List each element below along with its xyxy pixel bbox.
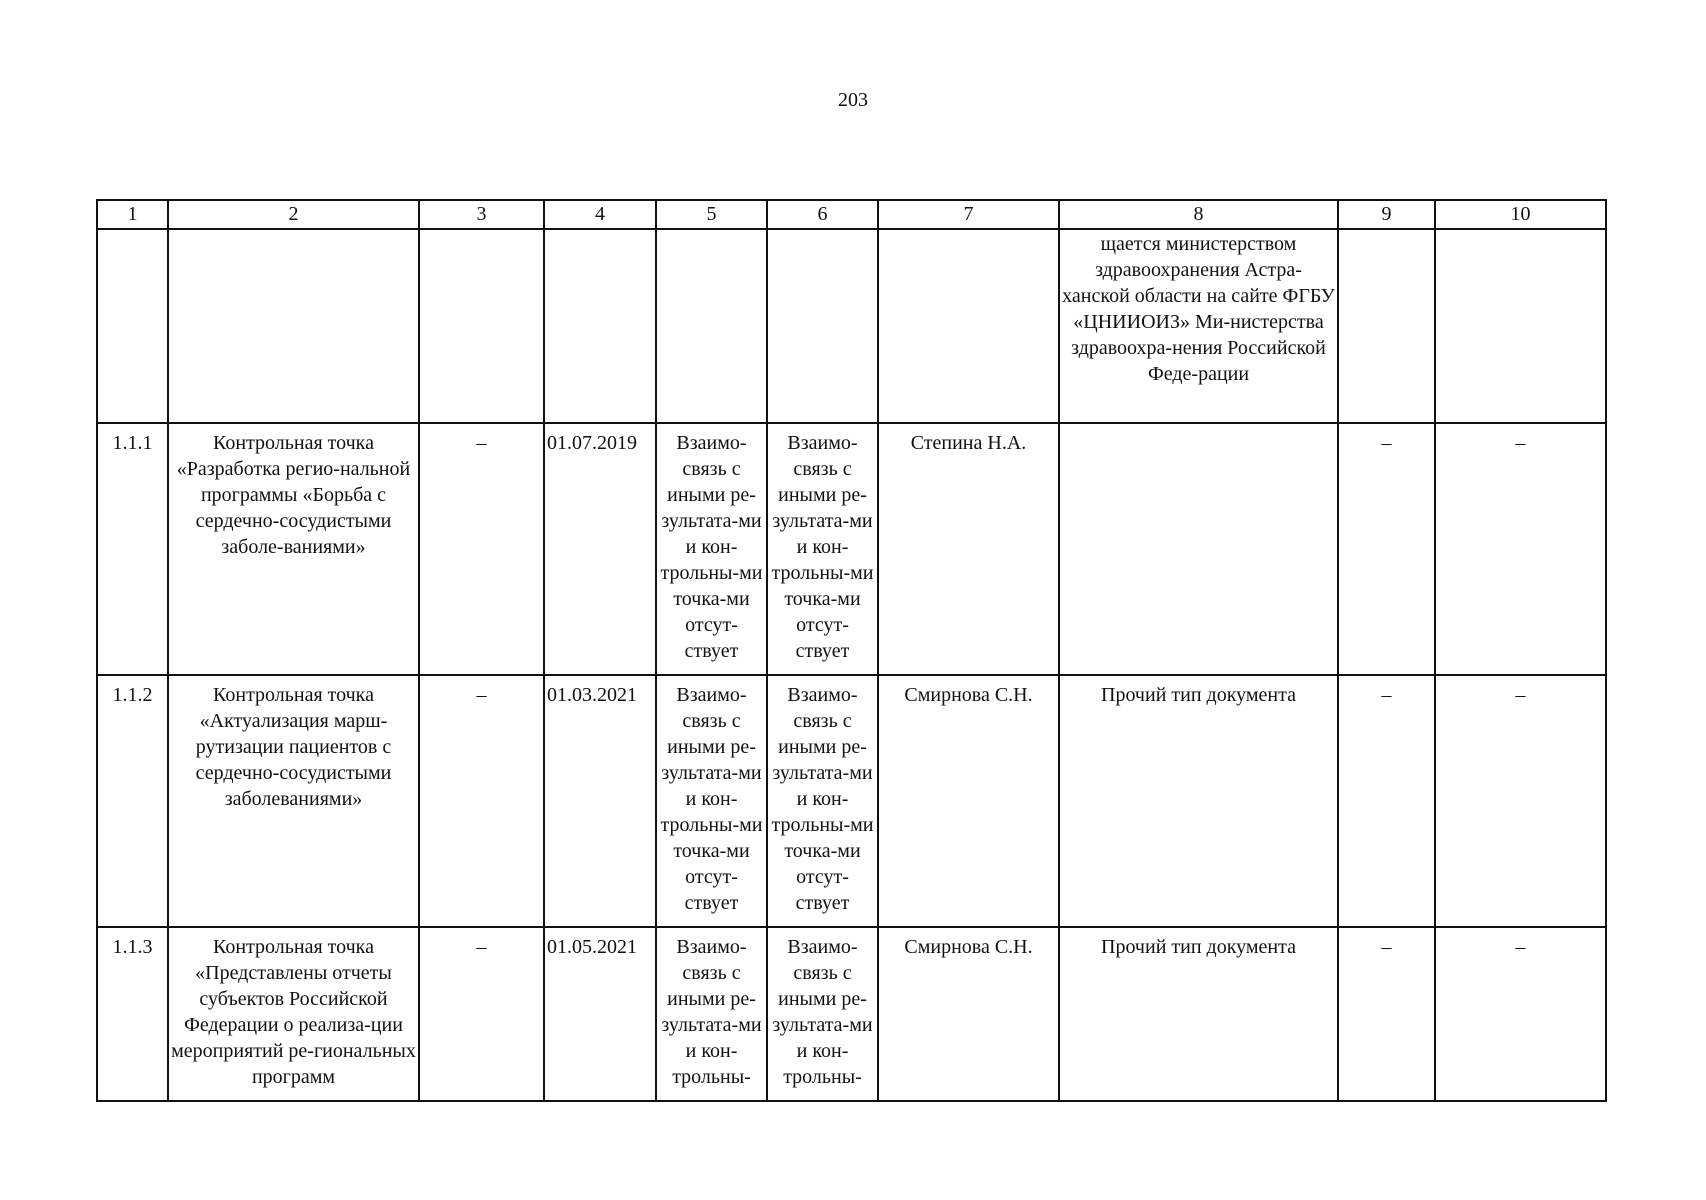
table-row	[97, 423, 1606, 675]
cell-date	[544, 229, 656, 423]
page-number: 203	[838, 89, 868, 111]
column-header-9: 9	[1338, 200, 1435, 229]
cell-col-10: –	[1435, 675, 1606, 927]
cell-col-5: Взаимо-связь с иными ре-зультата-ми и кон-трольны-ми точка-ми отсут-ствует	[656, 675, 767, 927]
cell-date: 01.05.2021	[544, 927, 656, 1101]
plan-table	[96, 199, 1607, 1102]
cell-col-6: Взаимо-связь с иными ре-зультата-ми и кон-трольны-ми точка-ми отсут-ствует	[767, 423, 878, 675]
column-header-4: 4	[544, 200, 656, 229]
cell-document: Прочий тип документа	[1059, 927, 1338, 1101]
cell-responsible: Смирнова С.Н.	[878, 675, 1059, 927]
cell-col-10	[1435, 229, 1606, 423]
cell-col-10: –	[1435, 927, 1606, 1101]
header-row	[97, 200, 1606, 229]
column-header-3: 3	[419, 200, 544, 229]
cell-col-3: –	[419, 675, 544, 927]
cell-document: щается министерством здравоохранения Астра-ханской области на сайте ФГБУ «ЦНИИОИЗ» Ми-нистерства здравоохра-нения Российской Феде-рации	[1059, 229, 1338, 423]
cell-col-3: –	[419, 423, 544, 675]
table-row	[97, 927, 1606, 1101]
cell-number: 1.1.1	[97, 423, 168, 675]
cell-col-9	[1338, 229, 1435, 423]
column-header-2: 2	[168, 200, 419, 229]
cell-title	[168, 229, 419, 423]
column-header-1: 1	[97, 200, 168, 229]
cell-col-9: –	[1338, 423, 1435, 675]
cell-col-9: –	[1338, 927, 1435, 1101]
cell-title: Контрольная точка «Разработка регио-нальной программы «Борьба с сердечно-сосудистыми заболе-ваниями»	[168, 423, 419, 675]
cell-col-5	[656, 229, 767, 423]
cell-col-9: –	[1338, 675, 1435, 927]
cell-col-5: Взаимо-связь с иными ре-зультата-ми и кон-трольны-ми точка-ми отсут-ствует	[656, 423, 767, 675]
cell-col-10: –	[1435, 423, 1606, 675]
column-header-6: 6	[767, 200, 878, 229]
column-header-5: 5	[656, 200, 767, 229]
cell-number: 1.1.3	[97, 927, 168, 1101]
table-row	[97, 675, 1606, 927]
cell-col-6: Взаимо-связь с иными ре-зультата-ми и кон-трольны-	[767, 927, 878, 1101]
cell-responsible: Смирнова С.Н.	[878, 927, 1059, 1101]
cell-date: 01.07.2019	[544, 423, 656, 675]
cell-number	[97, 229, 168, 423]
table-row	[97, 229, 1606, 423]
cell-number: 1.1.2	[97, 675, 168, 927]
cell-document	[1059, 423, 1338, 675]
cell-col-3: –	[419, 927, 544, 1101]
cell-responsible	[878, 229, 1059, 423]
column-header-7: 7	[878, 200, 1059, 229]
cell-col-3	[419, 229, 544, 423]
cell-responsible: Степина Н.А.	[878, 423, 1059, 675]
column-header-8: 8	[1059, 200, 1338, 229]
cell-title: Контрольная точка «Актуализация марш-рутизации пациентов с сердечно-сосудистыми заболеваниями»	[168, 675, 419, 927]
cell-col-5: Взаимо-связь с иными ре-зультата-ми и кон-трольны-	[656, 927, 767, 1101]
cell-col-6	[767, 229, 878, 423]
cell-date: 01.03.2021	[544, 675, 656, 927]
cell-document: Прочий тип документа	[1059, 675, 1338, 927]
column-header-10: 10	[1435, 200, 1606, 229]
cell-col-6: Взаимо-связь с иными ре-зультата-ми и кон-трольны-ми точка-ми отсут-ствует	[767, 675, 878, 927]
cell-title: Контрольная точка «Представлены отчеты субъектов Российской Федерации о реализа-ции мероприятий ре-гиональных программ	[168, 927, 419, 1101]
